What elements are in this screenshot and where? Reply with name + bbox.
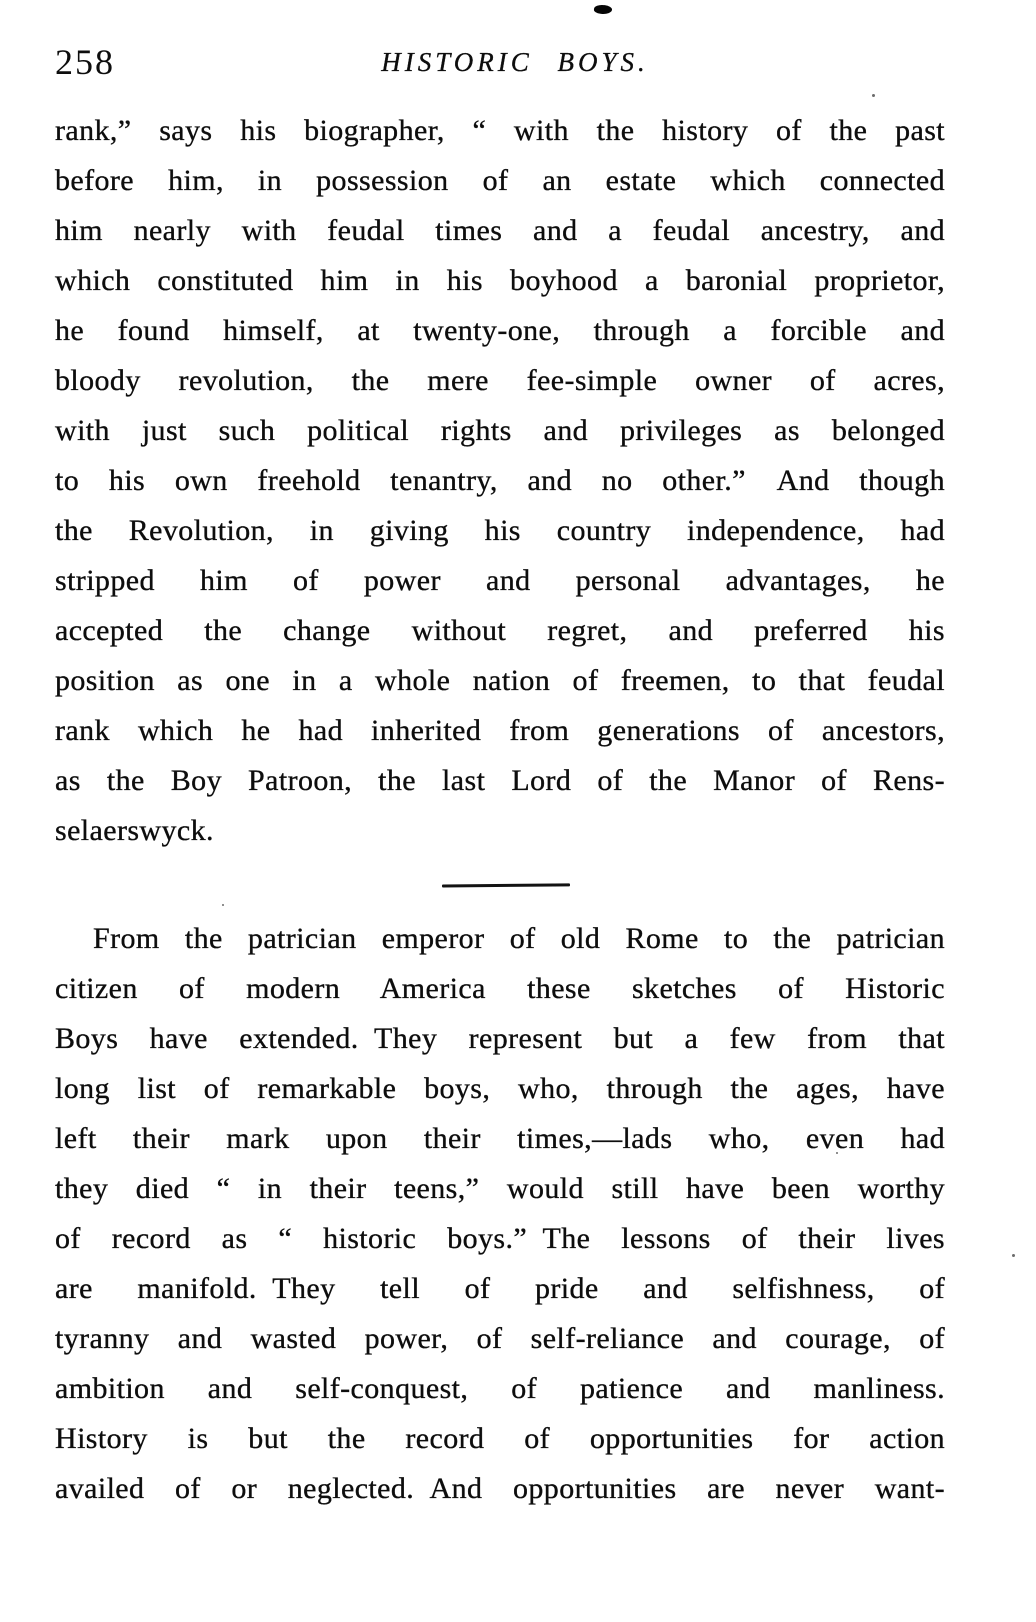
paragraph-2: [55, 914, 945, 1514]
text-line: position as one in a whole nation of freemen, to that feudal: [55, 664, 945, 697]
text-line: bloody revolution, the mere fee-simple owner of acres,: [55, 364, 945, 397]
text-line: citizen of modern America these sketches of Historic: [55, 972, 945, 1005]
text-line: History is but the record of opportunities for action: [55, 1422, 945, 1455]
dust-speck: [1012, 1254, 1015, 1257]
text-line: rank which he had inherited from generations of ancestors,: [55, 714, 945, 747]
text-line: they died “ in their teens,” would still have been worthy: [55, 1172, 945, 1205]
text-line: rank,” says his biographer, “ with the history of the past: [55, 114, 945, 147]
section-divider-row: [55, 856, 945, 914]
ink-blot-artifact: [594, 4, 613, 15]
section-divider-rule: [442, 883, 570, 887]
text-line: are manifold. They tell of pride and selfishness, of: [55, 1272, 945, 1305]
text-line: left their mark upon their times,—lads who, even had: [55, 1122, 945, 1155]
text-line: stripped him of power and personal advantages, he: [55, 564, 945, 597]
text-line: before him, in possession of an estate which connected: [55, 164, 945, 197]
text-line: tyranny and wasted power, of self-reliance and courage, of: [55, 1322, 945, 1355]
text-line: to his own freehold tenantry, and no other.” And though: [55, 464, 945, 497]
text-line: as the Boy Patroon, the last Lord of the Manor of Rens-: [55, 764, 945, 797]
text-line: selaerswyck.: [55, 814, 214, 847]
dust-speck: [872, 94, 875, 97]
running-header-title: HISTORIC BOYS.: [381, 47, 649, 77]
text-line: long list of remarkable boys, who, through the ages, have: [55, 1072, 945, 1105]
text-line: the Revolution, in giving his country independence, had: [55, 514, 945, 547]
text-line: with just such political rights and privileges as belonged: [55, 414, 945, 447]
paragraph-1: [55, 106, 945, 856]
text-line: Boys have extended. They represent but a few from that: [55, 1022, 945, 1055]
page-number: 258: [55, 42, 115, 82]
text-line: him nearly with feudal times and a feudal ancestry, and: [55, 214, 945, 247]
text-line: ambition and self-conquest, of patience and manliness.: [55, 1372, 945, 1405]
text-line: he found himself, at twenty-one, through a forcible and: [55, 314, 945, 347]
text-line: availed of or neglected. And opportunities are never want-: [55, 1472, 945, 1505]
page-body-text: [55, 106, 945, 1514]
text-line: which constituted him in his boyhood a baronial proprietor,: [55, 264, 945, 297]
page-header: [55, 42, 945, 94]
text-line: of record as “ historic boys.” The lessons of their lives: [55, 1222, 945, 1255]
text-line: accepted the change without regret, and preferred his: [55, 614, 945, 647]
text-line: From the patrician emperor of old Rome to the patrician: [93, 922, 945, 955]
